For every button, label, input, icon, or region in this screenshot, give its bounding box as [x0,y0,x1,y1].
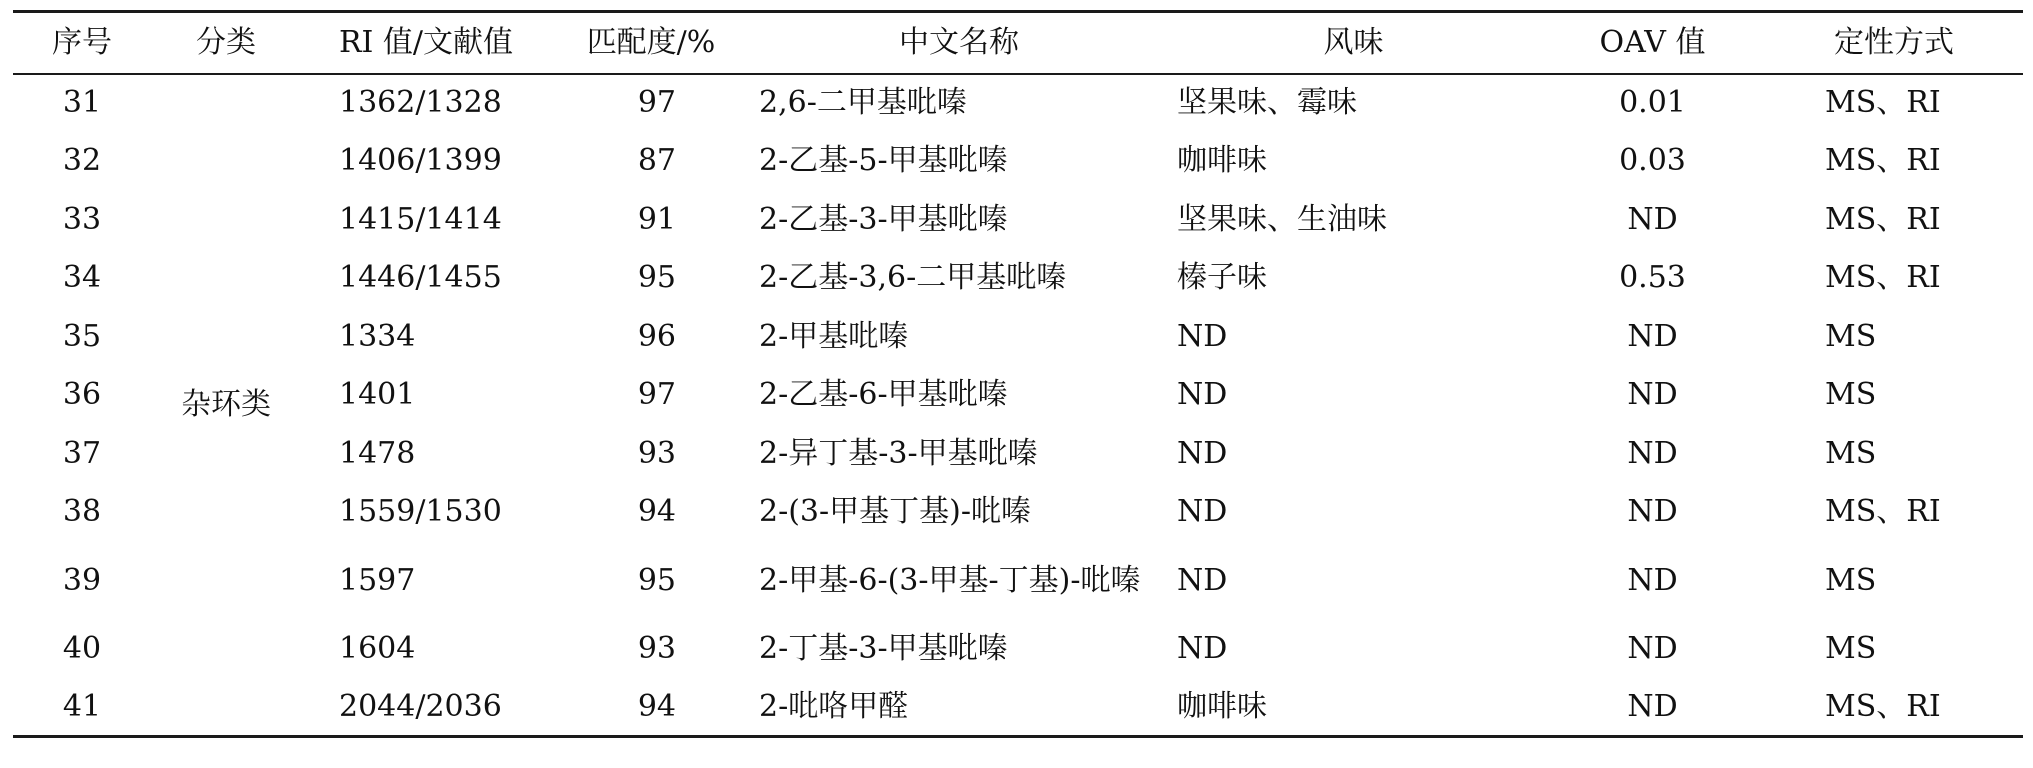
table-row [13,191,2023,250]
cell-method: MS [1825,435,1877,471]
header-method: 定性方式 [1765,12,2023,74]
table-row [13,483,2023,542]
cell-ri: 1362/1328 [339,85,502,121]
header-no: 序号 [13,12,151,74]
cell-name: 2-甲基-6-(3-甲基-丁基)-吡嗪 [759,562,1141,598]
cell-ri: 1401 [339,377,416,413]
cell-method: MS、RI [1825,201,1941,237]
cell-flavor: ND [1177,377,1228,413]
table-row [13,620,2023,679]
cell-no: 32 [62,143,102,179]
cell-flavor: ND [1177,435,1228,471]
cell-ri: 1415/1414 [339,201,502,237]
cell-match: 94 [551,678,751,737]
cell-method: MS、RI [1825,494,1941,530]
table-row [13,542,2023,620]
cell-no: 38 [62,494,102,530]
cell-name: 2-乙基-3-甲基吡嗪 [759,201,1008,237]
cell-ri: 1604 [339,630,416,666]
cell-match: 95 [637,562,676,598]
cell-match: 97 [637,377,676,413]
cell-no: 36 [62,377,102,413]
cell-flavor: 坚果味、霉味 [1177,85,1357,121]
cell-flavor: ND [1177,562,1228,598]
header-match: 匹配度/% [551,12,751,74]
cell-method: MS [1825,318,1877,354]
cell-no: 35 [62,318,102,354]
header-flavor: 风味 [1167,12,1540,74]
table-body [13,74,2023,737]
table-row [13,74,2023,133]
cell-method: MS、RI [1825,260,1941,296]
cell-no: 41 [13,678,151,737]
cell-no: 39 [62,562,102,598]
cell-oav: 0.01 [1619,85,1686,121]
cell-match: 94 [637,494,676,530]
cell-match: 91 [637,201,676,237]
cell-oav: 0.03 [1619,143,1686,179]
cell-match: 93 [637,630,676,666]
cell-method: MS [1825,562,1877,598]
table-row [13,308,2023,367]
cell-no: 34 [62,260,102,296]
cell-name: 2-甲基吡嗪 [759,318,909,354]
cell-ri: 1478 [339,435,416,471]
table-row [13,366,2023,425]
header-oav: OAV 值 [1540,12,1765,74]
table-row [13,678,2023,737]
cell-oav: ND [1627,494,1678,530]
cell-flavor: 咖啡味 [1177,143,1267,179]
cell-name: 2-(3-甲基丁基)-吡嗪 [759,494,1031,530]
table-header [13,12,2023,74]
cell-name: 2-乙基-6-甲基吡嗪 [759,377,1008,413]
cell-method: MS、RI [1825,85,1941,121]
table-row [13,132,2023,191]
cell-flavor: 坚果味、生油味 [1177,201,1387,237]
cell-match: 93 [637,435,676,471]
header-category: 分类 [151,12,301,74]
cell-category: 杂环类 [151,74,301,737]
cell-oav: ND [1627,318,1678,354]
compound-table [13,10,2023,738]
cell-match: 95 [637,260,676,296]
header-name: 中文名称 [751,12,1167,74]
cell-ri: 2044/2036 [301,678,551,737]
cell-flavor: 榛子味 [1177,260,1267,296]
cell-ri: 1446/1455 [339,260,502,296]
table-row [13,249,2023,308]
cell-method: MS、RI [1825,143,1941,179]
cell-oav: ND [1540,678,1765,737]
cell-flavor: 咖啡味 [1167,678,1540,737]
cell-no: 31 [62,85,102,121]
cell-no: 40 [62,630,102,666]
cell-method: MS [1825,630,1877,666]
cell-oav: ND [1627,562,1678,598]
cell-name: 2-吡咯甲醛 [751,678,1167,737]
cell-match: 97 [637,85,676,121]
cell-match: 87 [637,143,676,179]
cell-name: 2-乙基-3,6-二甲基吡嗪 [759,260,1067,296]
cell-ri: 1406/1399 [339,143,502,179]
cell-method: MS [1825,377,1877,413]
cell-ri: 1334 [339,318,416,354]
cell-ri: 1597 [339,562,416,598]
cell-no: 33 [62,201,102,237]
cell-flavor: ND [1177,494,1228,530]
cell-flavor: ND [1177,630,1228,666]
cell-oav: ND [1627,377,1678,413]
cell-name: 2-乙基-5-甲基吡嗪 [759,143,1008,179]
cell-method: MS、RI [1765,678,2023,737]
cell-match: 96 [637,318,676,354]
table-row [13,425,2023,484]
cell-oav: 0.53 [1619,260,1686,296]
cell-ri: 1559/1530 [339,494,502,530]
cell-oav: ND [1627,630,1678,666]
cell-oav: ND [1627,435,1678,471]
header-ri: RI 值/文献值 [301,12,551,74]
cell-name: 2,6-二甲基吡嗪 [759,85,967,121]
cell-name: 2-异丁基-3-甲基吡嗪 [759,435,1038,471]
cell-flavor: ND [1177,318,1228,354]
cell-no: 37 [62,435,102,471]
cell-name: 2-丁基-3-甲基吡嗪 [759,630,1008,666]
cell-oav: ND [1627,201,1678,237]
